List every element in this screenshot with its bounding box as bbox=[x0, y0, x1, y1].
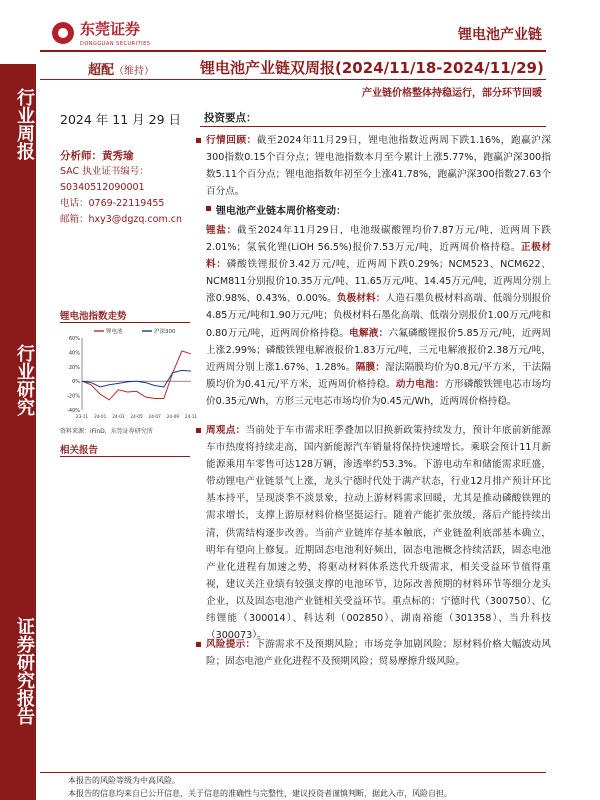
footer-line-risk: 本报告的风险等级为中高风险。 bbox=[68, 776, 180, 785]
cell-text: 方形磷酸铁锂电芯市场均价0.35元/Wh，方形三元电芯市场均价为0.45元/Wh，近两周价格持稳。 bbox=[206, 378, 552, 407]
cathode-text: 磷酸铁锂报价3.42万元/吨，近两周下跌0.29%；NCM523、NCM622、NCM811分别报价10.35万元/吨、11.65万元/吨、14.45万元/吨，近两周分别上涨0.98%、0.43%、0.00%。 bbox=[206, 259, 552, 305]
analyst-info bbox=[60, 148, 182, 228]
x-tick-label: 23-11 bbox=[75, 414, 89, 419]
x-tick-label: 24-07 bbox=[148, 414, 161, 419]
price-change-heading bbox=[216, 202, 346, 217]
lithium-text: 截至2024年11月29日，电池级碳酸锂均价7.87万元/吨，近两周下跌2.01%；氢氧化锂(LiOH 56.5%)报价7.53万元/吨，近两周价格持稳。 bbox=[206, 225, 551, 254]
sidebar-label-research: 行业研究 bbox=[14, 344, 35, 416]
weekly-view-text: 当前处于车市需求旺季叠加以旧换新政策持续发力，预计年底前新能源车市热度将持续走高，国内新能源汽车销量将保持快速增长。乘联会预计11月新能源乘用车零售可达128万辆，渗透率约53.3%。下游电动车和储能需求旺盛，带动锂电产业链景气上涨，龙头宁德时代处于满产状态，行业12月排产预计环比基本持平，呈现淡季不淡景象，拉动上游材料需求回暖，尤其是推动磷酸铁锂的需求增长，支撑上游原材料价格坚挺运行。随着产能扩张放缓，落后产能持续出清，供需结构逐步改善。当前产业链库存基本触底，产业链盈利底部基本确立，明年有望向上修复。近期固态电池利好频出，固态电池概念持续活跃，固态电池产业化进程有加速之势，将驱动材料体系迭代升级需求，相关受益环节值得重视，建议关注业绩有较强支撑的电池环节，边际改善预期的材料环节等细分龙头企业，以及固态电池产业链相关受益环节。重点标的：宁德时代（300750）、亿纬锂能（300014）、科达利（002850）、湖南裕能（301358）、当升科技（300073）。 bbox=[206, 425, 552, 642]
report-subtitle: 产业链价格整体持稳运行，部分环节回暖 bbox=[362, 88, 542, 99]
electrolyte-text: 六氟磷酸锂报价5.85万元/吨，近两周上涨2.99%；磷酸铁锂电解液报价1.83万元/吨，三元电解液报价2.38万元/吨，近两周分别上涨1.67%、1.28%。 bbox=[206, 327, 552, 373]
anode-text: 人造石墨负极材料高端、低端分别报价4.85万元/吨和1.90万元/吨；负极材料石墨化高端、低端分别报价1.00万元/吨和0.80万元/吨，近两周价格持稳。 bbox=[206, 293, 552, 339]
bullet-square-icon bbox=[196, 428, 201, 433]
logo-text: 东莞证券 bbox=[80, 20, 141, 38]
series-line-0 bbox=[82, 351, 191, 400]
x-tick-label: 24-09 bbox=[166, 414, 179, 419]
left-sidebar bbox=[0, 64, 36, 800]
sidebar-label-weekly: 行业周报 bbox=[14, 88, 35, 160]
lithium-label: 锂盐： bbox=[206, 225, 237, 236]
analyst-license-label: SAC 执业证书编号： bbox=[60, 166, 149, 177]
legend-label-1: 沪深300 bbox=[154, 329, 176, 335]
analyst-email[interactable]: 邮箱：hxy3@dgzq.com.cn bbox=[60, 214, 182, 225]
rating-note: （维持） bbox=[114, 66, 155, 77]
y-tick-label: -20% bbox=[67, 393, 80, 400]
analyst-license-number: S0340512090001 bbox=[60, 182, 145, 193]
header-divider bbox=[40, 50, 546, 52]
market-review-label: 行情回顾： bbox=[206, 135, 257, 146]
bullet-square-icon bbox=[196, 138, 201, 143]
bullet-square-icon bbox=[206, 206, 211, 211]
risk-paragraph bbox=[206, 636, 551, 670]
index-trend-chart bbox=[60, 326, 198, 422]
related-reports-divider bbox=[60, 456, 190, 457]
footer-divider bbox=[40, 772, 546, 773]
separator-text: 湿法隔膜均价为0.8元/平方米，干法隔膜均价为0.41元/平方米，近两周价格持稳。 bbox=[206, 361, 551, 390]
chart-title: 锂电池指数走势 bbox=[60, 311, 127, 322]
logo-subtext: DONGGUAN SECURITIES bbox=[80, 41, 151, 47]
y-tick-label: 60% bbox=[68, 336, 80, 342]
footer-line-disclaimer: 本报告的信息均来自已公开信息，关于信息的准确性与完整性，建议投资者谨慎判断，据此入市，风险自担。 bbox=[68, 789, 452, 798]
chart-divider bbox=[60, 322, 190, 323]
price-change-paragraph bbox=[206, 222, 551, 410]
bullet-square-icon bbox=[196, 642, 201, 647]
electrolyte-label: 电解液： bbox=[349, 327, 389, 339]
industry-name: 锂电池产业链 bbox=[458, 27, 542, 43]
cell-label: 动力电池： bbox=[395, 378, 445, 390]
rating bbox=[88, 59, 154, 78]
y-tick-label: 40% bbox=[68, 350, 80, 357]
sidebar-label-securities-report: 证券研究报告 bbox=[14, 617, 35, 725]
risk-text: 下游需求不及预期风险；市场竞争加剧风险；原材料价格大幅波动风险；固态电池产业化进程不及预期风险；贸易摩擦升级风险。 bbox=[206, 639, 552, 668]
price-change-heading-text: 锂电池产业链本周价格变动： bbox=[216, 206, 346, 217]
risk-label: 风险提示： bbox=[206, 639, 256, 650]
market-review-paragraph bbox=[206, 132, 551, 200]
cathode-label: 正极材料： bbox=[206, 242, 552, 271]
weekly-view-label: 周观点： bbox=[206, 425, 246, 436]
y-tick-label: 20% bbox=[68, 364, 80, 371]
analyst-phone: 电话：0769-22119455 bbox=[60, 198, 165, 209]
legend-label-0: 锂电池 bbox=[106, 329, 123, 335]
series-line-1 bbox=[82, 370, 191, 387]
weekly-view-paragraph bbox=[206, 422, 551, 644]
company-logo bbox=[52, 18, 150, 47]
analyst-name: 分析师：黄秀瑜 bbox=[60, 150, 134, 162]
title-divider bbox=[40, 79, 546, 80]
related-reports-title: 相关报告 bbox=[60, 445, 99, 456]
rating-label: 超配 bbox=[88, 63, 115, 78]
report-date: 2024 年 11 月 29 日 bbox=[60, 112, 181, 127]
x-tick-label: 24-01 bbox=[94, 414, 107, 419]
anode-label: 负极材料： bbox=[336, 293, 386, 305]
investment-points-heading: 投资要点： bbox=[204, 112, 257, 124]
x-tick-label: 24-11 bbox=[184, 414, 198, 419]
separator-label: 隔膜： bbox=[355, 361, 386, 373]
chart-source: 资料来源：iFinD，东莞证券研究所 bbox=[60, 428, 153, 435]
footer-disclaimer bbox=[68, 774, 452, 800]
y-tick-label: 0% bbox=[72, 379, 80, 386]
x-tick-label: 24-05 bbox=[130, 414, 143, 419]
report-title: 锂电池产业链双周报(2024/11/18-2024/11/29) bbox=[200, 59, 544, 77]
logo-emblem-icon bbox=[52, 22, 74, 44]
market-review-text: 截至2024年11月29日，锂电池指数近两周下跌1.16%，跑赢沪深300指数0.15个百分点；锂电池指数本月至今累计上涨5.77%，跑赢沪深300指数5.11个百分点；锂电池指数年初至今上涨41.78%，跑赢沪深300指数27.63个百分点。 bbox=[206, 135, 552, 198]
x-tick-label: 24-03 bbox=[112, 414, 125, 419]
y-tick-label: -40% bbox=[67, 408, 80, 414]
points-divider bbox=[200, 126, 546, 127]
